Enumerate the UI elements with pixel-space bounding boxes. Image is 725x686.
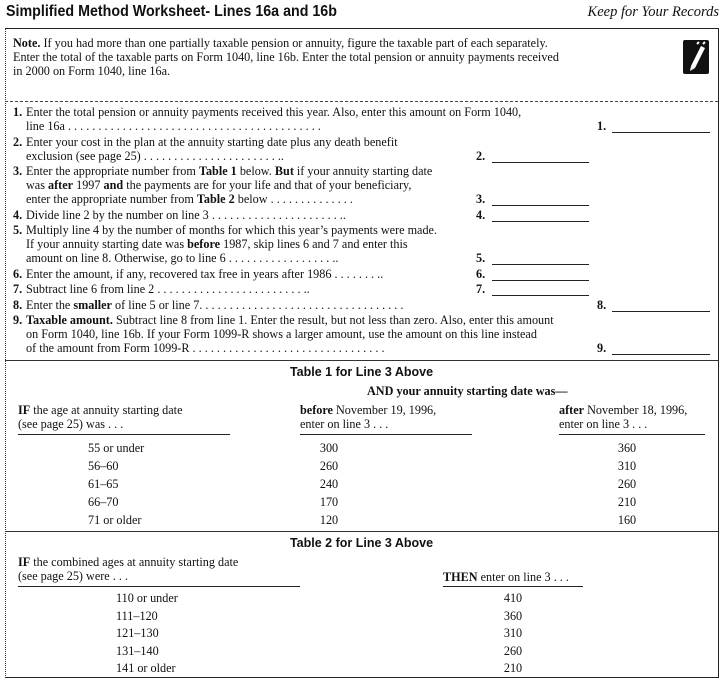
col-header: IF the age at annuity starting date <box>18 403 183 417</box>
line-ref: 9. <box>597 341 607 355</box>
line-number: 1. <box>13 105 23 119</box>
col-header: THEN enter on line 3 . . . <box>443 570 569 584</box>
ages-cell: 131–140 <box>116 643 159 658</box>
value-cell: 360 <box>503 608 523 623</box>
line-4-input[interactable] <box>492 209 589 222</box>
value-cell: 170 <box>319 495 339 509</box>
value-cell: 410 <box>503 591 523 605</box>
table-1-title: Table 1 for Line 3 Above <box>289 365 434 379</box>
age-cell: 56–60 <box>88 459 119 473</box>
line-text: If your annuity starting date was before 1987, skip lines 6 and 7 and enter this <box>26 237 408 251</box>
line-ref: 5. <box>476 251 486 265</box>
line-1-input[interactable] <box>612 120 710 133</box>
underline <box>300 434 472 435</box>
col-header: before November 19, 1996, <box>300 403 437 417</box>
line-text: Subtract line 6 from line 2 . . . . . . . . . . . . . . . . . . . . . . . . .. <box>26 282 310 296</box>
value-cell: 310 <box>503 626 523 640</box>
line-5-input[interactable] <box>492 252 589 265</box>
line-ref: 6. <box>476 266 486 281</box>
line-number: 6. <box>13 266 23 281</box>
age-cell: 55 or under <box>88 441 145 455</box>
line-number: 9. <box>13 313 23 327</box>
note-text: Note. If you had more than one partially taxable pension or annuity, figure the taxable part of each separately. <box>13 36 548 50</box>
keep-for-records-label: Keep for Your Records <box>587 4 719 20</box>
line-number: 7. <box>13 282 23 296</box>
line-text: Divide line 2 by the number on line 3 . . . . . . . . . . . . . . . . . . . . . .. <box>26 207 346 222</box>
line-ref: 2. <box>476 148 486 163</box>
ages-cell: 110 or under <box>116 591 178 605</box>
line-ref: 1. <box>597 119 607 133</box>
group-header: AND your annuity starting date was— <box>367 384 568 398</box>
age-cell: 71 or older <box>88 513 142 527</box>
note-text: in 2000 on Form 1040, line 16a. <box>13 64 171 78</box>
line-text: exclusion (see page 25) . . . . . . . . . . . . . . . . . . . . . . .. <box>26 148 284 163</box>
col-header: (see page 25) was . . . <box>18 417 124 431</box>
value-cell: 120 <box>319 513 339 527</box>
value-cell: 260 <box>319 459 339 473</box>
line-ref: 4. <box>476 207 486 222</box>
line-3-input[interactable] <box>492 193 589 206</box>
value-cell: 160 <box>617 513 637 527</box>
age-cell: 61–65 <box>88 477 119 491</box>
line-8-input[interactable] <box>612 299 710 312</box>
value-cell: 240 <box>319 477 339 491</box>
line-text: Enter the total pension or annuity payments received this year. Also, enter this amount on Form 1040, <box>26 105 522 119</box>
line-text: amount on line 8. Otherwise, go to line 6 . . . . . . . . . . . . . . . . . .. <box>26 251 339 265</box>
value-cell: 300 <box>319 441 339 455</box>
underline <box>18 586 300 587</box>
line-number: 5. <box>13 223 23 237</box>
line-number: 3. <box>13 164 23 178</box>
line-text: Taxable amount. Subtract line 8 from line 1. Enter the result, but not less than zero. Also, enter this amount <box>26 313 554 327</box>
value-cell: 310 <box>617 459 637 473</box>
underline <box>443 586 583 587</box>
table-2-title: Table 2 for Line 3 Above <box>289 536 434 550</box>
col-header: (see page 25) were . . . <box>18 569 128 583</box>
divider <box>5 101 718 102</box>
divider <box>5 360 718 361</box>
ages-cell: 121–130 <box>116 626 159 640</box>
ages-cell: 141 or older <box>116 661 176 675</box>
note-text: Enter the total of the taxable parts on Form 1040, line 16b. Enter the total pension or annuity payments received <box>13 50 559 64</box>
line-ref: 7. <box>476 282 486 296</box>
line-text: on Form 1040, line 16b. If your Form 1099-R shows a larger amount, use the amount on this line instead <box>26 327 537 341</box>
line-text: was after 1997 and the payments are for your life and that of your beneficiary, <box>26 178 412 192</box>
ages-cell: 111–120 <box>116 608 158 623</box>
line-text: enter the appropriate number from Table 2 below . . . . . . . . . . . . . . <box>26 192 353 206</box>
divider <box>5 531 718 532</box>
value-cell: 260 <box>617 477 637 491</box>
worksheet-title: Simplified Method Worksheet- Lines 16a and 16b <box>6 3 337 20</box>
line-2-input[interactable] <box>492 150 589 163</box>
value-cell: 260 <box>503 643 523 658</box>
line-9-input[interactable] <box>612 342 710 355</box>
line-6-input[interactable] <box>492 268 589 281</box>
col-header: after November 18, 1996, <box>559 403 688 417</box>
line-text: Enter your cost in the plan at the annuity starting date plus any death benefit <box>26 134 398 149</box>
line-number: 8. <box>13 297 23 312</box>
value-cell: 210 <box>503 661 523 675</box>
line-7-input[interactable] <box>492 283 589 296</box>
value-cell: 360 <box>617 441 637 455</box>
line-text: Enter the amount, if any, recovered tax free in years after 1986 . . . . . . . .. <box>26 266 384 281</box>
col-header: enter on line 3 . . . <box>300 417 389 431</box>
line-text: Multiply line 4 by the number of months for which this year’s payments were made. <box>26 223 438 237</box>
line-ref: 8. <box>597 297 607 312</box>
line-number: 2. <box>13 134 23 149</box>
line-number: 4. <box>13 207 23 222</box>
col-header: enter on line 3 . . . <box>559 417 648 431</box>
line-text: line 16a . . . . . . . . . . . . . . . . . . . . . . . . . . . . . . . . . . . . . . . . . . <box>26 119 321 133</box>
line-text: of the amount from Form 1099-R . . . . . . . . . . . . . . . . . . . . . . . . . . . . . . . . <box>26 341 385 355</box>
line-ref: 3. <box>476 192 486 206</box>
pencil-icon <box>683 40 709 74</box>
underline <box>18 434 230 435</box>
underline <box>559 434 705 435</box>
line-text: Enter the appropriate number from Table 1 below. But if your annuity starting date <box>26 164 433 178</box>
age-cell: 66–70 <box>88 495 119 509</box>
col-header: IF the combined ages at annuity starting date <box>18 555 239 569</box>
value-cell: 210 <box>617 495 637 509</box>
line-text: Enter the smaller of line 5 or line 7. . . . . . . . . . . . . . . . . . . . . . . . . . . . . . . . . . <box>26 297 404 312</box>
